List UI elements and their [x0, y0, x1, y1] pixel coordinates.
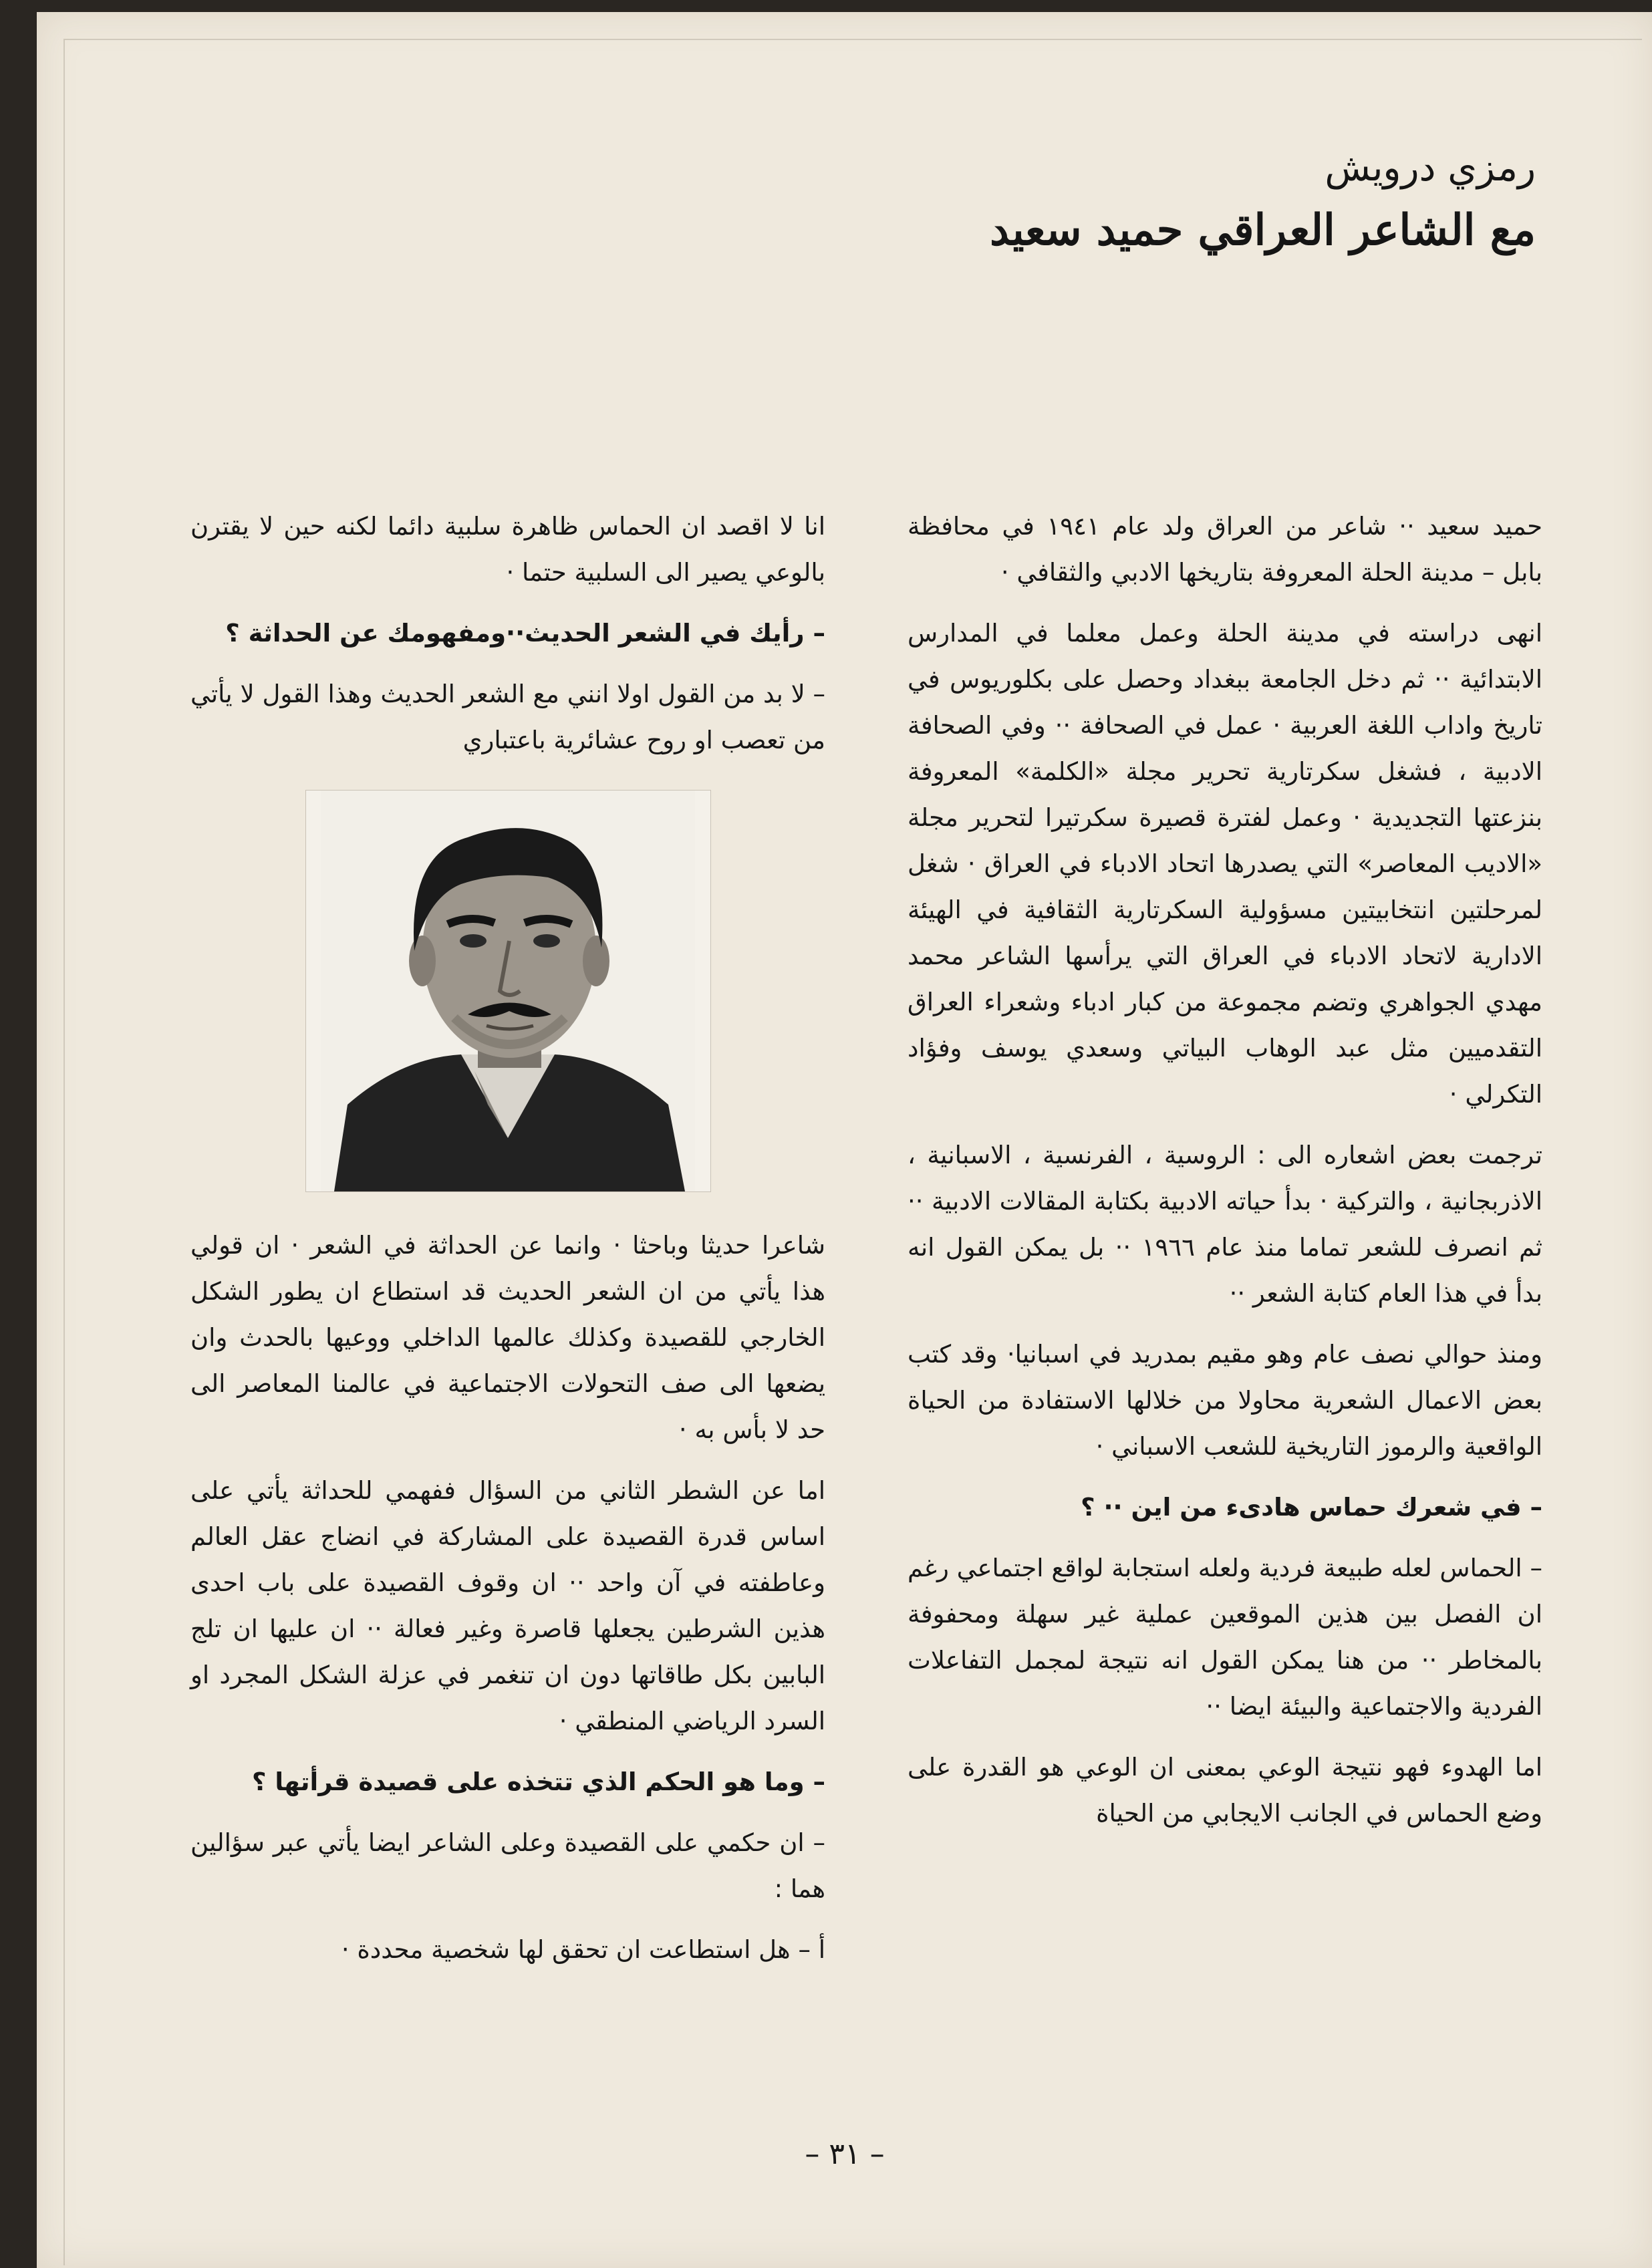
- article-title: مع الشاعر العراقي حميد سعيد: [990, 205, 1536, 256]
- interview-question: – في شعرك حماس هادىء من اين ·· ؟: [1081, 1493, 1542, 1522]
- right-column: [908, 503, 1542, 2027]
- page-number: – ٣١ –: [805, 2137, 885, 2171]
- magazine-page: [37, 12, 1652, 2268]
- paragraph: انهى دراسته في مدينة الحلة وعمل معلما في المدارس الابتدائية ·· ثم دخل الجامعة ببغداد وحصل على بكلوريوس في تاريخ واداب اللغة العربية · عمل في الصحافة ·· وفي الصحافة الادبية ، فشغل سكرتارية تحرير مجلة «الكلمة» المعروفة بنزعتها التجديدية · وعمل لفترة قصيرة سكرتيرا لتحرير مجلة «الاديب المعاصر» التي يصدرها اتحاد الادباء في العراق · شغل لمرحلتين انتخابيتين مسؤولية السكرتارية الثقافية في الهيئة الادارية لاتحاد الادباء في العراق التي يرأسها الشاعر محمد مهدي الجواهري وتضم مجموعة من كبار ادباء وشعراء العراق التقدميين مثل عبد الوهاب البياتي وسعدي يوسف وفؤاد التكرلي ·: [908, 619, 1542, 1109]
- paragraph: اما عن الشطر الثاني من السؤال ففهمي للحداثة يأتي على اساس قدرة القصيدة على المشاركة في انضاج عقل العالم وعاطفته في آن واحد ·· ان وقوف القصيدة على باب احدى هذين الشرطين يجعلها قاصرة وغير فعالة ·· ان عليها ان تلج البابين بكل طاقاتها دون ان تنغمر في عزلة الشكل المجرد او السرد الرياضي المنطقي ·: [190, 1476, 825, 1735]
- paragraph: حميد سعيد ·· شاعر من العراق ولد عام ١٩٤١ في محافظة بابل – مدينة الحلة المعروفة بتاريخها الادبي والثقافي ·: [908, 512, 1543, 587]
- paragraph: اما الهدوء فهو نتيجة الوعي بمعنى ان الوعي هو القدرة على وضع الحماس في الجانب الايجابي من الحياة: [908, 1753, 1542, 1828]
- portrait-illustration: [321, 791, 695, 1191]
- paragraph: ومنذ حوالي نصف عام وهو مقيم بمدريد في اسبانيا· وقد كتب بعض الاعمال الشعرية محاولا من خلالها الاستفادة من الحياة الواقعية والرموز التاريخية للشعب الاسباني ·: [908, 1340, 1542, 1461]
- paragraph: – لا بد من القول اولا انني مع الشعر الحديث وهذا القول لا يأتي من تعصب او روح عشائرية باعتباري: [190, 680, 825, 754]
- paragraph: شاعرا حديثا وباحثا · وانما عن الحداثة في الشعر · ان قولي هذا يأتي من ان الشعر الحديث قد استطاع ان يطور الشكل الخارجي للقصيدة وكذلك عالمها الداخلي ووعيها بالحدث وان يضعها الى صف التحولات الاجتماعية في عالمنا المعاصر الى حد لا بأس به ·: [190, 1231, 825, 1444]
- interview-question: – رأيك في الشعر الحديث··ومفهومك عن الحداثة ؟: [225, 619, 825, 648]
- interview-question: – وما هو الحكم الذي تتخذه على قصيدة قرأتها ؟: [251, 1767, 825, 1796]
- paragraph: انا لا اقصد ان الحماس ظاهرة سلبية دائما لكنه حين لا يقترن بالوعي يصير الى السلبية حتما ·: [190, 512, 825, 587]
- paragraph: – الحماس لعله طبيعة فردية ولعله استجابة لواقع اجتماعي رغم ان الفصل بين هذين الموقعين عملية غير سهلة ومحفوفة بالمخاطر ·· من هنا يمكن القول انه نتيجة لمجمل التفاعلات الفردية والاجتماعية والبيئة ايضا ··: [908, 1554, 1542, 1721]
- poet-portrait-photo: [305, 790, 711, 1192]
- paragraph: ترجمت بعض اشعاره الى : الروسية ، الفرنسية ، الاسبانية ، الاذربجانية ، والتركية · بدأ حياته الادبية بكتابة المقالات الادبية ·· ثم انصرف للشعر تماما منذ عام ١٩٦٦ ·· بل يمكن القول انه بدأ في هذا العام كتابة الشعر ··: [908, 1141, 1542, 1308]
- paragraph: أ – هل استطاعت ان تحقق لها شخصية محددة ·: [341, 1935, 825, 1964]
- paragraph: – ان حكمي على القصيدة وعلى الشاعر ايضا يأتي عبر سؤالين هما :: [190, 1828, 825, 1903]
- article-header: [801, 146, 1536, 257]
- author-name: رمزي درويش: [1325, 146, 1536, 190]
- left-column: [190, 503, 825, 2027]
